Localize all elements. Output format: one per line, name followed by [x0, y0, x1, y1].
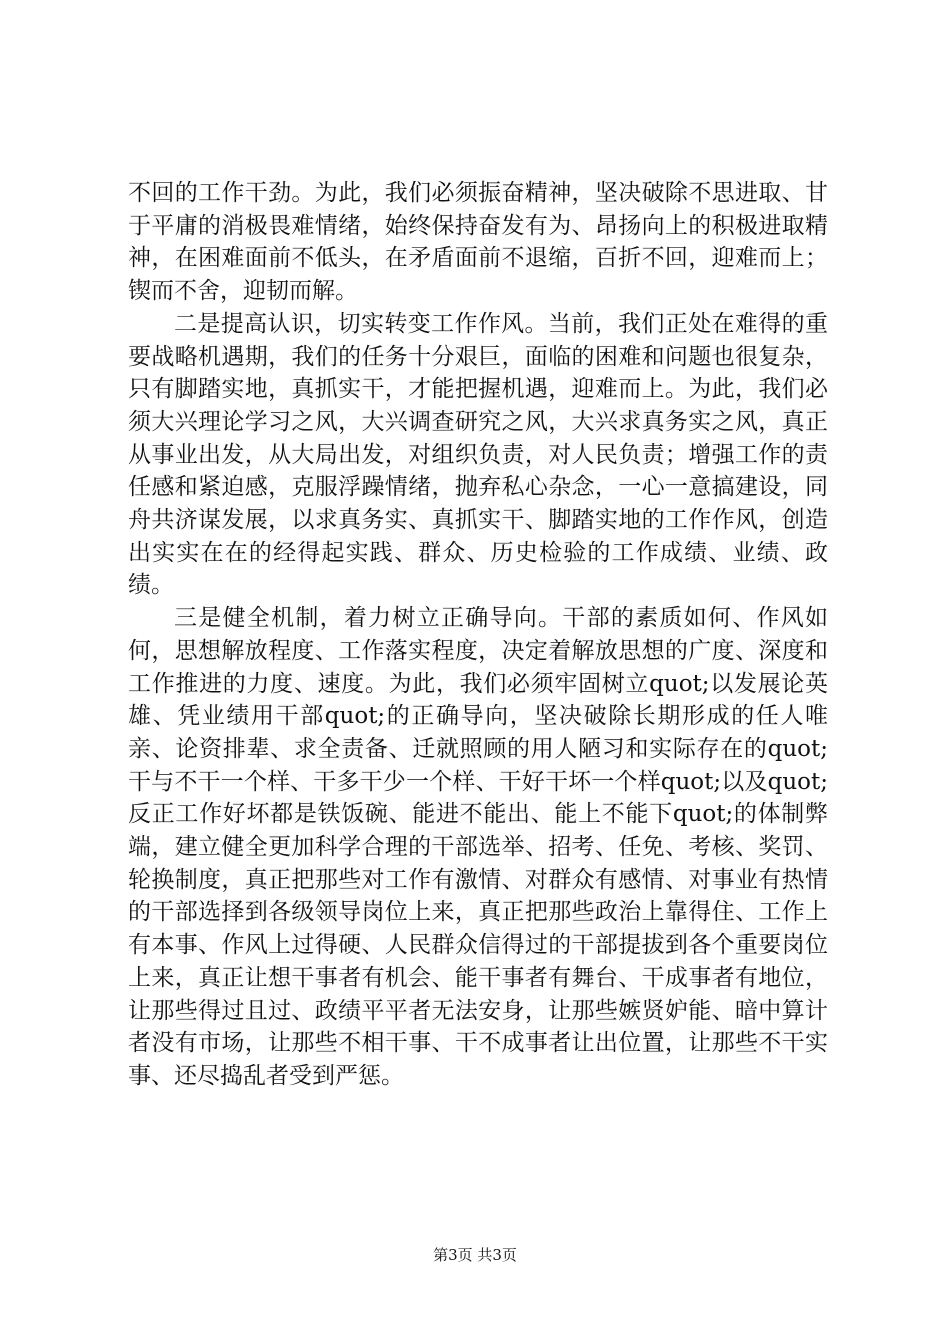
page-number-footer: 第3页 共3页	[433, 1246, 517, 1264]
document-body	[128, 177, 828, 1093]
paragraph-work-style: 二是提高认识，切实转变工作作风。当前，我们正处在难得的重要战略机遇期，我们的任务十分艰巨，面临的困难和问题也很复杂，只有脚踏实地，真抓实干，才能把握机遇，迎难而上。为此，我们必须大兴理论学习之风，大兴调查研究之风，大兴求真务实之风，真正从事业出发，从大局出发，对组织负责，对人民负责；增强工作的责任感和紧迫感，克服浮躁情绪，抛弃私心杂念，一心一意搞建设，同舟共济谋发展，以求真务实、真抓实干、脚踏实地的工作作风，创造出实实在在的经得起实践、群众、历史检验的工作成绩、业绩、政绩。	[128, 310, 828, 599]
paragraph-continuation: 不回的工作干劲。为此，我们必须振奋精神，坚决破除不思进取、甘于平庸的消极畏难情绪，始终保持奋发有为、昂扬向上的积极进取精神，在困难面前不低头，在矛盾面前不退缩，百折不回，迎难而上；锲而不舍，迎韧而解。	[128, 180, 828, 305]
paragraph-mechanism: 三是健全机制，着力树立正确导向。干部的素质如何、作风如何，思想解放程度、工作落实程度，决定着解放思想的广度、深度和工作推进的力度、速度。为此，我们必须牢固树立quot;以发展论英雄、凭业绩用干部quot;的正确导向，坚决破除长期形成的任人唯亲、论资排辈、求全责备、迁就照顾的用人陋习和实际存在的quot;干与不干一个样、干多干少一个样、干好干坏一个样quot;以及quot;反正工作好坏都是铁饭碗、能进不能出、能上不能下quot;的体制弊端，建立健全更加科学合理的干部选举、招考、任免、考核、奖罚、轮换制度，真正把那些对工作有激情、对群众有感情、对事业有热情的干部选择到各级领导岗位上来，真正把那些政治上靠得住、工作上有本事、作风上过得硬、人民群众信得过的干部提拔到各个重要岗位上来，真正让想干事者有机会、能干事者有舞台、干成事者有地位，让那些得过且过、政绩平平者无法安身，让那些嫉贤妒能、暗中算计者没有市场，让那些不相干事、干不成事者让出位置，让那些不干实事、还尽捣乱者受到严惩。	[128, 605, 828, 1089]
